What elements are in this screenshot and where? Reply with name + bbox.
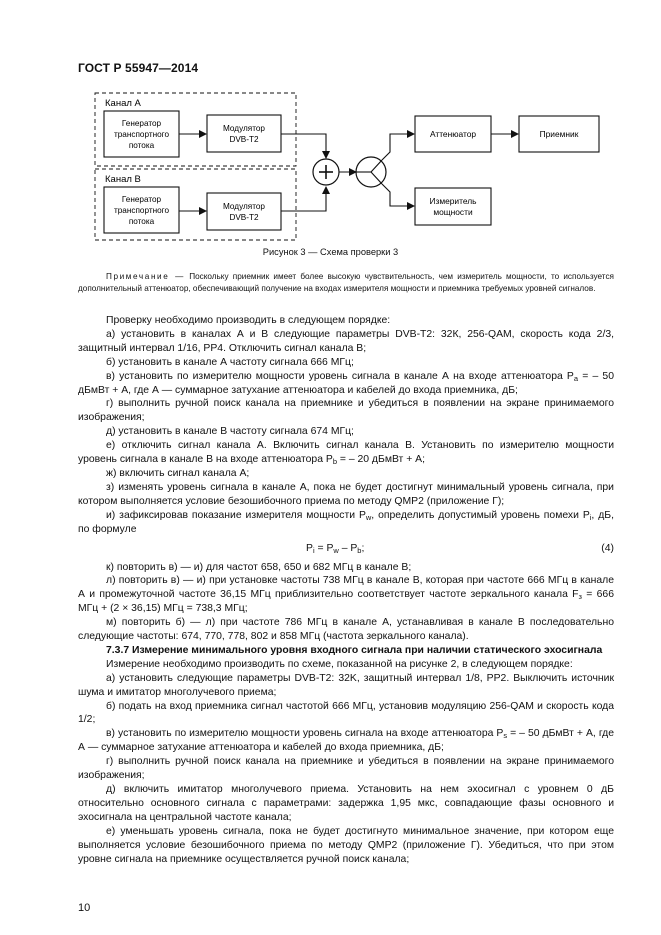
channel-a-label: Канал А xyxy=(105,98,141,109)
arrow-mod-b-to-summer xyxy=(281,187,326,211)
receiver-label: Приемник xyxy=(539,129,579,139)
paragraph: г) выполнить ручной поиск канала на приемнике и убедиться в появлении на экране принимаемого изображения; xyxy=(78,756,614,782)
generator-b-line-2: транспортного xyxy=(113,206,170,215)
test-scheme-diagram xyxy=(0,0,661,260)
paragraph: е) отключить сигнал канала А. Включить сигнал канала В. Установить по измерителю мощности уровень сигнала в канале В на входе аттенюатора $P_b$ = – 20 дБмВт + А; xyxy=(78,440,614,467)
paragraph: г) выполнить ручной поиск канала на приемнике и убедиться в появлении на экране принимаемого изображения; xyxy=(78,398,614,424)
paragraph: л) повторить в) — и) при установке частоты 738 МГц в канале В, которая при частоте 666 МГц в канале А и промежуточной частоте 36,15 МГц приблизительно соответствует частоте зеркального канала $F_з = 666$ МГц + (2 × 36,15) МГц = 738,3 МГц; xyxy=(78,575,614,615)
document-body xyxy=(78,314,614,866)
paragraph: з) изменять уровень сигнала в канале А, пока не будет достигнут минимальный уровень сигнала, при котором выполняется условие безошибочного приема по методу QMP2 (приложение Г); xyxy=(78,481,614,507)
arrow-splitter-to-attenuator xyxy=(382,134,414,160)
paragraph: в) установить по измерителю мощности уровень сигнала на входе аттенюатора $P_s$ = – 50 дБмВт + А, где А — суммарное затухание аттенюатора и кабелей до входа приемника, дБ; xyxy=(78,728,614,754)
paragraph: и) зафиксировав показание измерителя мощности $P_w$, определить допустимый уровень помехи $P_i$, дБ, по формуле xyxy=(78,509,614,535)
arrow-splitter-to-meter xyxy=(382,184,414,206)
paragraph: б) установить в канале А частоту сигнала 666 МГц; xyxy=(106,356,354,368)
attenuator-label: Аттенюатор xyxy=(429,129,477,139)
paragraph: а) установить следующие параметры DVB-T2: 32K, защитный интервал 1/8, РР2. Выключить источник шума и имитатор многолучевого приема; xyxy=(78,672,614,698)
document-header: ГОСТ Р 55947—2014 xyxy=(78,61,199,75)
modulator-b-box xyxy=(207,193,281,230)
modulator-b-line-1: Модулятор xyxy=(223,202,265,211)
section-heading: 7.3.7 Измерение минимального уровня входного сигнала при наличии статического эхосигнала xyxy=(106,644,603,656)
paragraph: м) повторить б) — л) при частоте 786 МГц в канале А, устанавливая в канале В последовательно следующие частоты: 674, 770, 778, 802 и 858 МГц (частота зеркального канала). xyxy=(78,617,614,643)
paragraph: а) установить в каналах А и В следующие параметры DVB-T2: 32К, 256-QAM, скорость кода 2/3, защитный интервал 1/16, РР4. Отключить сигнал канала В; xyxy=(78,328,614,354)
paragraph: к) повторить в) — и) для частот 658, 650 и 682 МГц в канале В; xyxy=(106,561,412,573)
note-text: Поскольку приемник имеет более высокую чувствительность, чем измеритель мощности, то используется дополнительный аттенюатор, обеспечивающий получение на входах измерителя мощности и приемника требуемых уровней сигналов. xyxy=(78,272,614,294)
formula-4 xyxy=(78,537,614,561)
paragraph: д) включить имитатор многолучевого приема. Установить на нем эхосигнал с уровнем 0 дБ относительно основного сигнала с параметрами: задержка 1,95 мкс, совпадающие фазы основного и эхосигнала на центральной частоте канала; xyxy=(78,784,614,823)
figure-caption: Рисунок 3 — Схема проверки 3 xyxy=(262,247,399,257)
generator-b-line-1: Генератор xyxy=(121,195,162,204)
generator-a-line-2: транспортного xyxy=(113,130,170,139)
generator-a-line-3: потока xyxy=(128,141,155,150)
generator-a-line-1: Генератор xyxy=(121,119,162,128)
channel-b-label: Канал В xyxy=(105,174,141,185)
modulator-a-line-1: Модулятор xyxy=(223,124,265,133)
arrow-mod-a-to-summer xyxy=(281,134,326,158)
paragraph: е) уменьшать уровень сигнала, пока не будет достигнуто минимальное значение, при котором еще выполняется условие безошибочного приема по методу QMP2 (приложение Г). Убедиться, что при этом уровне сигнала на приемнике осуществляется ручной поиск канала; xyxy=(78,825,614,865)
formula-number: (4) xyxy=(601,542,614,554)
paragraph: Измерение необходимо производить по схеме, показанной на рисунке 2, в следующем порядке: xyxy=(106,658,573,670)
paragraph: б) подать на вход приемника сигнал частотой 666 МГц, установив модуляцию 256-QAM и скорость кода 1/2; xyxy=(78,700,614,726)
paragraph: ж) включить сигнал канала А; xyxy=(106,467,250,479)
paragraph: д) установить в канале В частоту сигнала 674 МГц; xyxy=(106,426,354,438)
power-meter-line-1: Измеритель xyxy=(429,196,477,206)
paragraph: в) установить по измерителю мощности уровень сигнала в канале А на входе аттенюатора $P_a$ = – 50 дБмВт + А, где А — суммарное затухание аттенюатора и кабелей до входа приемника, дБ; xyxy=(78,370,614,396)
modulator-a-line-2: DVB-T2 xyxy=(229,135,259,144)
formula-expression: $P_i = P_w - P_b$; xyxy=(306,542,365,555)
figure-note xyxy=(78,271,614,296)
power-meter-line-2: мощности xyxy=(433,207,473,217)
note-lead: Примечание — xyxy=(106,272,185,281)
modulator-b-line-2: DVB-T2 xyxy=(229,213,259,222)
modulator-a-box xyxy=(207,115,281,152)
page-number: 10 xyxy=(78,902,91,914)
generator-b-line-3: потока xyxy=(128,217,155,226)
paragraph: Проверку необходимо производить в следующем порядке: xyxy=(106,315,391,326)
